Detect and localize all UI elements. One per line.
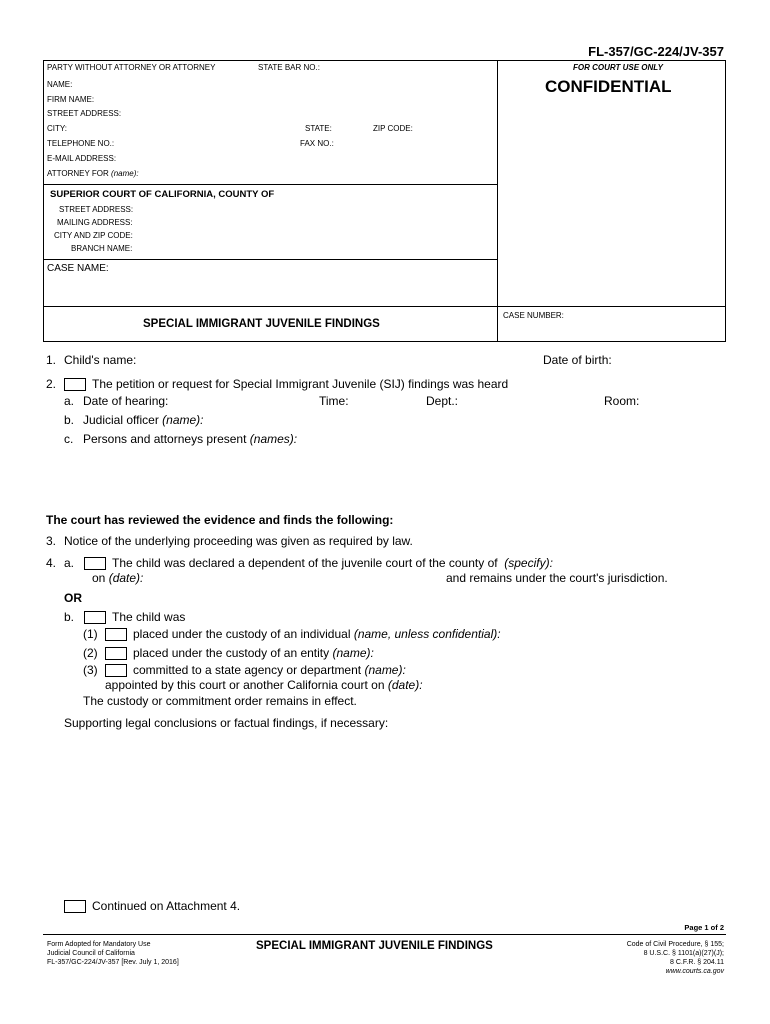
page-number: Page 1 of 2 bbox=[684, 923, 724, 932]
child-was-checkbox[interactable] bbox=[84, 611, 106, 624]
on-date-label: on (date): bbox=[92, 571, 144, 585]
appointed-text: appointed by this court or another California court on (date): bbox=[105, 678, 423, 692]
street-label: STREET ADDRESS: bbox=[47, 109, 122, 118]
footer-title: SPECIAL IMMIGRANT JUVENILE FINDINGS bbox=[256, 940, 493, 952]
petition-checkbox[interactable] bbox=[64, 378, 86, 391]
form-title: SPECIAL IMMIGRANT JUVENILE FINDINGS bbox=[143, 318, 380, 330]
judicial-label: Judicial officer (name): bbox=[83, 413, 204, 427]
courts-website-link[interactable]: www.courts.ca.gov bbox=[665, 968, 724, 975]
court-title: SUPERIOR COURT OF CALIFORNIA, COUNTY OF bbox=[50, 189, 275, 200]
persons-label: Persons and attorneys present (names): bbox=[83, 432, 298, 446]
supporting-text: Supporting legal conclusions or factual findings, if necessary: bbox=[64, 716, 389, 730]
fax-label: FAX NO.: bbox=[300, 139, 334, 148]
court-mailing-label: MAILING ADDRESS: bbox=[57, 218, 133, 227]
dob-label: Date of birth: bbox=[543, 353, 612, 367]
item-2b-letter: b. bbox=[64, 413, 75, 427]
agency-checkbox[interactable] bbox=[105, 664, 127, 677]
city-label: CITY: bbox=[47, 124, 68, 133]
hearing-date-label: Date of hearing: bbox=[83, 394, 169, 408]
dependent-text: The child was declared a dependent of the juvenile court of the county of (specify): bbox=[112, 556, 553, 570]
court-city-zip-label: CITY AND ZIP CODE: bbox=[54, 231, 133, 240]
time-label: Time: bbox=[319, 394, 349, 408]
entity-text: placed under the custody of an entity (name): bbox=[133, 646, 374, 660]
item-4b1-number: (1) bbox=[83, 627, 98, 641]
case-name-label: CASE NAME: bbox=[47, 263, 109, 274]
custody-order-text: The custody or commitment order remains in effect. bbox=[83, 694, 357, 708]
continued-checkbox[interactable] bbox=[64, 900, 86, 913]
child-was-text: The child was bbox=[112, 610, 186, 624]
confidential-title: CONFIDENTIAL bbox=[545, 77, 672, 96]
dependent-checkbox[interactable] bbox=[84, 557, 106, 570]
item-2-number: 2. bbox=[46, 377, 57, 391]
email-label: E-MAIL ADDRESS: bbox=[47, 154, 117, 163]
dept-label: Dept.: bbox=[426, 394, 459, 408]
room-label: Room: bbox=[604, 394, 640, 408]
bar-label: STATE BAR NO.: bbox=[258, 63, 320, 72]
agency-text: committed to a state agency or department (name): bbox=[133, 663, 406, 677]
petition-text: The petition or request for Special Immigrant Juvenile (SIJ) findings was heard bbox=[92, 377, 509, 391]
child-name-label: Child's name: bbox=[64, 353, 137, 367]
entity-checkbox[interactable] bbox=[105, 647, 127, 660]
item-4b2-number: (2) bbox=[83, 646, 98, 660]
item-4b-letter: b. bbox=[64, 610, 75, 624]
item-2a-letter: a. bbox=[64, 394, 75, 408]
attorney-for-label: ATTORNEY FOR (name): bbox=[47, 169, 139, 178]
item-4b3-number: (3) bbox=[83, 663, 98, 677]
form-number: FL-357/GC-224/JV-357 bbox=[588, 44, 724, 59]
state-label: STATE: bbox=[305, 124, 332, 133]
footer-rule bbox=[43, 934, 726, 935]
court-use-label: FOR COURT USE ONLY bbox=[573, 63, 663, 72]
party-label: PARTY WITHOUT ATTORNEY OR ATTORNEY bbox=[47, 63, 216, 72]
zip-label: ZIP CODE: bbox=[373, 124, 413, 133]
item-4a-letter: a. bbox=[64, 556, 75, 570]
name-label: NAME: bbox=[47, 80, 73, 89]
item-1-number: 1. bbox=[46, 353, 57, 367]
individual-text: placed under the custody of an individual (name, unless confidential): bbox=[133, 627, 501, 641]
or-label: OR bbox=[64, 591, 82, 605]
continued-text: Continued on Attachment 4. bbox=[92, 899, 241, 913]
item-2c-letter: c. bbox=[64, 432, 74, 446]
legal-citations: Code of Civil Procedure, § 155; 8 U.S.C. § 1101(a)(27)(J); 8 C.F.R. § 204.11 www.courts.ca.gov bbox=[626, 941, 724, 975]
individual-checkbox[interactable] bbox=[105, 628, 127, 641]
findings-heading: The court has reviewed the evidence and finds the following: bbox=[46, 513, 394, 527]
adoption-note: Form Adopted for Mandatory Use Judicial Council of California FL-357/GC-224/JV-357 [Rev. July 1, 2016] bbox=[47, 941, 179, 966]
item-3-number: 3. bbox=[46, 534, 57, 548]
court-branch-label: BRANCH NAME: bbox=[71, 244, 133, 253]
caption-box bbox=[43, 60, 726, 342]
caption-divider bbox=[497, 60, 498, 342]
court-street-label: STREET ADDRESS: bbox=[59, 205, 134, 214]
item-4-number: 4. bbox=[46, 556, 57, 570]
phone-label: TELEPHONE NO.: bbox=[47, 139, 115, 148]
firm-label: FIRM NAME: bbox=[47, 95, 95, 104]
notice-text: Notice of the underlying proceeding was given as required by law. bbox=[64, 534, 413, 548]
case-number-label: CASE NUMBER: bbox=[503, 311, 564, 320]
remains-text: and remains under the court's jurisdiction. bbox=[446, 571, 668, 585]
